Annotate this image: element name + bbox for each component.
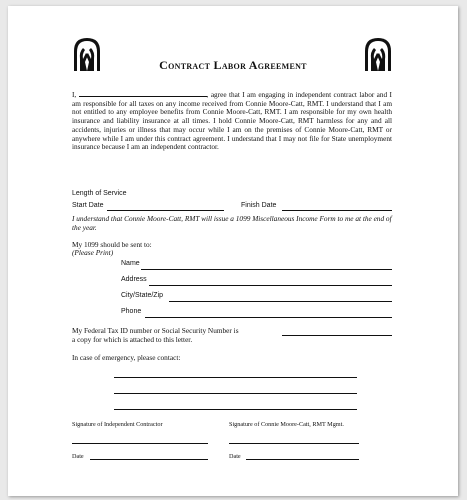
- manager-date-label: Date: [229, 453, 241, 460]
- contractor-date-label: Date: [72, 453, 84, 460]
- tax-id-text: My Federal Tax ID number or Social Security Number is: [72, 326, 239, 335]
- emergency-contact-line-1[interactable]: [114, 377, 357, 378]
- length-of-service-heading: Length of Service: [72, 190, 127, 197]
- phone-field[interactable]: [145, 317, 392, 318]
- agreement-paragraph: I, , agree that I am engaging in independent contract labor and I am responsible for all taxes on any income received from Connie Moore-Catt, RMT. I understand that I am not entitled to any employee benefits from Connie Moore-Catt, RMT. I am responsible for my own health insurance and liability insurance at all times. I hold Connie Moore-Catt, RMT harmless for any and all accidents, injuries or illness that may occur while I am on the premises of Connie Moore-Catt, RMT or anywhere while I am under this contract agreement. I understand that I may not file for State unemployment insurance because I am an independent contractor.: [72, 90, 392, 152]
- manager-signature-field[interactable]: [229, 443, 359, 444]
- agreement-text: agree that I am engaging in independent contract labor and I am responsible for all taxes on any income received from Connie Moore-Catt, RMT. I understand that I am not entitled to any employee benefits from Connie Moore-Catt, RMT. I am responsible for my own health insurance and liability insurance at all times. I hold Connie Moore-Catt, RMT harmless for any and all accidents, injuries or illness that may occur while I am on the premises of Connie Moore-Catt, RMT or anywhere while I am under this contract agreement. I understand that I may not file for State unemployment insurance because I am an independent contractor.: [72, 90, 392, 152]
- emergency-contact-line-3[interactable]: [114, 409, 357, 410]
- tax-id-attachment-text: a copy for which is attached to this letter.: [72, 335, 193, 344]
- agreement-lead-in: I,: [72, 90, 77, 99]
- manager-date-field[interactable]: [246, 459, 359, 460]
- form-1099-note: I understand that Connie Moore-Catt, RMT will issue a 1099 Miscellaneous Income Form to me at the end of the year.: [72, 214, 392, 232]
- document-page: [8, 6, 458, 496]
- contractor-date-field[interactable]: [90, 459, 208, 460]
- address-field[interactable]: [149, 285, 392, 286]
- start-date-label: Start Date: [72, 202, 104, 209]
- contractor-signature-field[interactable]: [72, 443, 208, 444]
- name-field[interactable]: [141, 269, 392, 270]
- phone-label: Phone: [121, 308, 142, 315]
- contractor-name-blank[interactable]: [79, 96, 207, 97]
- city-state-zip-label: City/State/Zip: [121, 292, 164, 299]
- finish-date-label: Finish Date: [241, 202, 277, 209]
- address-label: Address: [121, 276, 147, 283]
- tax-id-field[interactable]: [282, 335, 392, 336]
- city-state-zip-field[interactable]: [169, 301, 392, 302]
- manager-signature-label: Signature of Connie Moore-Catt, RMT Mgmt.: [229, 421, 344, 428]
- emergency-contact-line-2[interactable]: [114, 393, 357, 394]
- start-date-field[interactable]: [107, 210, 224, 211]
- please-print-note: (Please Print): [72, 248, 114, 257]
- emergency-contact-heading: In case of emergency, please contact:: [72, 353, 181, 362]
- finish-date-field[interactable]: [282, 210, 392, 211]
- document-title: Contract Labor Agreement: [159, 58, 307, 72]
- name-label: Name: [121, 260, 140, 267]
- mail-1099-heading: My 1099 should be sent to:: [72, 240, 152, 249]
- contractor-signature-label: Signature of Independent Contractor: [72, 421, 163, 428]
